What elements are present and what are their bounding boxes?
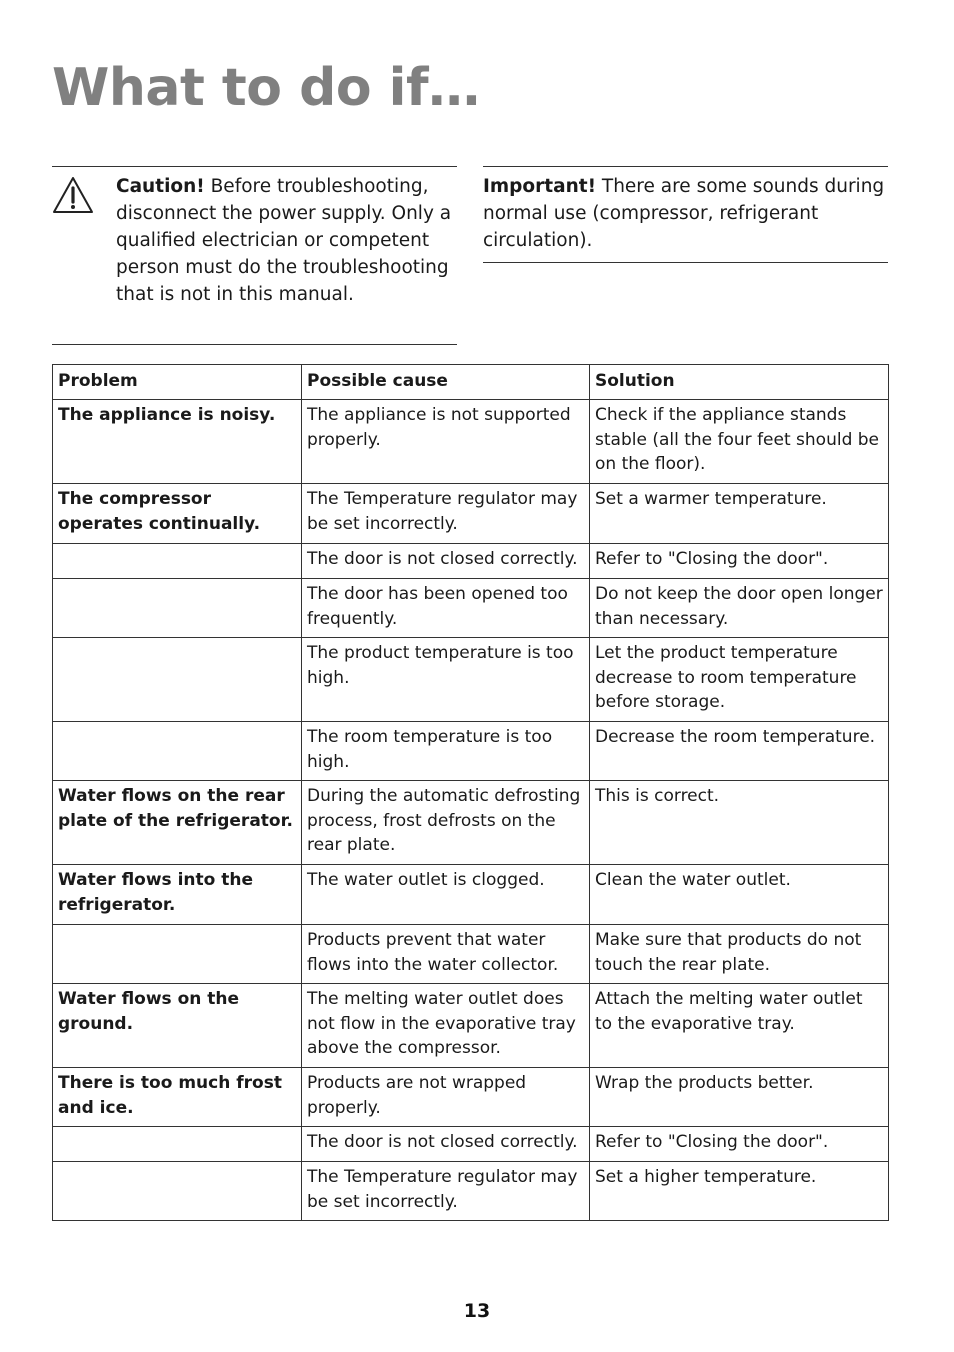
- problem-cell: Water flows on the ground.: [53, 984, 302, 1068]
- table-row: [53, 925, 889, 984]
- problem-cell: [53, 925, 302, 984]
- problem-cell: [53, 579, 302, 638]
- solution-cell: Refer to "Closing the door".: [590, 1127, 889, 1162]
- problem-cell: [53, 722, 302, 781]
- table-row: [53, 544, 889, 579]
- warning-triangle-icon: [52, 175, 94, 215]
- table-header-row: [53, 365, 889, 400]
- header-possible-cause: Possible cause: [302, 365, 590, 400]
- table-row: [53, 579, 889, 638]
- solution-cell: Set a higher temperature.: [590, 1162, 889, 1221]
- page-number: 13: [463, 1300, 491, 1322]
- solution-cell: This is correct.: [590, 781, 889, 865]
- cause-cell: The door has been opened too frequently.: [302, 579, 590, 638]
- page-title: What to do if…: [52, 58, 480, 118]
- caution-note: [52, 166, 457, 345]
- header-solution: Solution: [590, 365, 889, 400]
- table-row: [53, 484, 889, 544]
- table-row: [53, 984, 889, 1068]
- important-label: Important!: [483, 176, 597, 197]
- solution-cell: Attach the melting water outlet to the evaporative tray.: [590, 984, 889, 1068]
- table-row: [53, 1068, 889, 1127]
- problem-cell: Water flows on the rear plate of the refrigerator.: [53, 781, 302, 865]
- problem-cell: [53, 1162, 302, 1221]
- problem-cell: [53, 544, 302, 579]
- table-row: [53, 781, 889, 865]
- cause-cell: During the automatic defrosting process, frost defrosts on the rear plate.: [302, 781, 590, 865]
- header-problem: Problem: [53, 365, 302, 400]
- cause-cell: The Temperature regulator may be set incorrectly.: [302, 1162, 590, 1221]
- problem-cell: [53, 1127, 302, 1162]
- cause-cell: The door is not closed correctly.: [302, 544, 590, 579]
- troubleshooting-table: [52, 364, 889, 1221]
- table-row: [53, 400, 889, 484]
- table-row: [53, 722, 889, 781]
- cause-cell: Products prevent that water flows into the water collector.: [302, 925, 590, 984]
- cause-cell: The Temperature regulator may be set incorrectly.: [302, 484, 590, 544]
- problem-cell: The compressor operates continually.: [53, 484, 302, 544]
- caution-text: Before troubleshooting, disconnect the power supply. Only a qualified electrician or competent person must do the troubleshooting that is not in this manual.: [116, 176, 452, 305]
- cause-cell: The water outlet is clogged.: [302, 865, 590, 925]
- important-text: There are some sounds during normal use (compressor, refrigerant circulation).: [483, 176, 885, 251]
- cause-cell: The room temperature is too high.: [302, 722, 590, 781]
- solution-cell: Check if the appliance stands stable (all the four feet should be on the floor).: [590, 400, 889, 484]
- solution-cell: Decrease the room temperature.: [590, 722, 889, 781]
- caution-label: Caution!: [116, 176, 205, 197]
- solution-cell: Set a warmer temperature.: [590, 484, 889, 544]
- table-row: [53, 1162, 889, 1221]
- problem-cell: [53, 638, 302, 722]
- problem-cell: There is too much frost and ice.: [53, 1068, 302, 1127]
- solution-cell: Clean the water outlet.: [590, 865, 889, 925]
- problem-cell: The appliance is noisy.: [53, 400, 302, 484]
- important-note: [483, 166, 888, 263]
- cause-cell: The door is not closed correctly.: [302, 1127, 590, 1162]
- table-row: [53, 1127, 889, 1162]
- cause-cell: The melting water outlet does not flow in the evaporative tray above the compressor.: [302, 984, 590, 1068]
- solution-cell: Let the product temperature decrease to room temperature before storage.: [590, 638, 889, 722]
- cause-cell: Products are not wrapped properly.: [302, 1068, 590, 1127]
- table-row: [53, 865, 889, 925]
- solution-cell: Do not keep the door open longer than necessary.: [590, 579, 889, 638]
- problem-cell: Water flows into the refrigerator.: [53, 865, 302, 925]
- cause-cell: The product temperature is too high.: [302, 638, 590, 722]
- table-row: [53, 638, 889, 722]
- solution-cell: Refer to "Closing the door".: [590, 544, 889, 579]
- solution-cell: Wrap the products better.: [590, 1068, 889, 1127]
- cause-cell: The appliance is not supported properly.: [302, 400, 590, 484]
- solution-cell: Make sure that products do not touch the rear plate.: [590, 925, 889, 984]
